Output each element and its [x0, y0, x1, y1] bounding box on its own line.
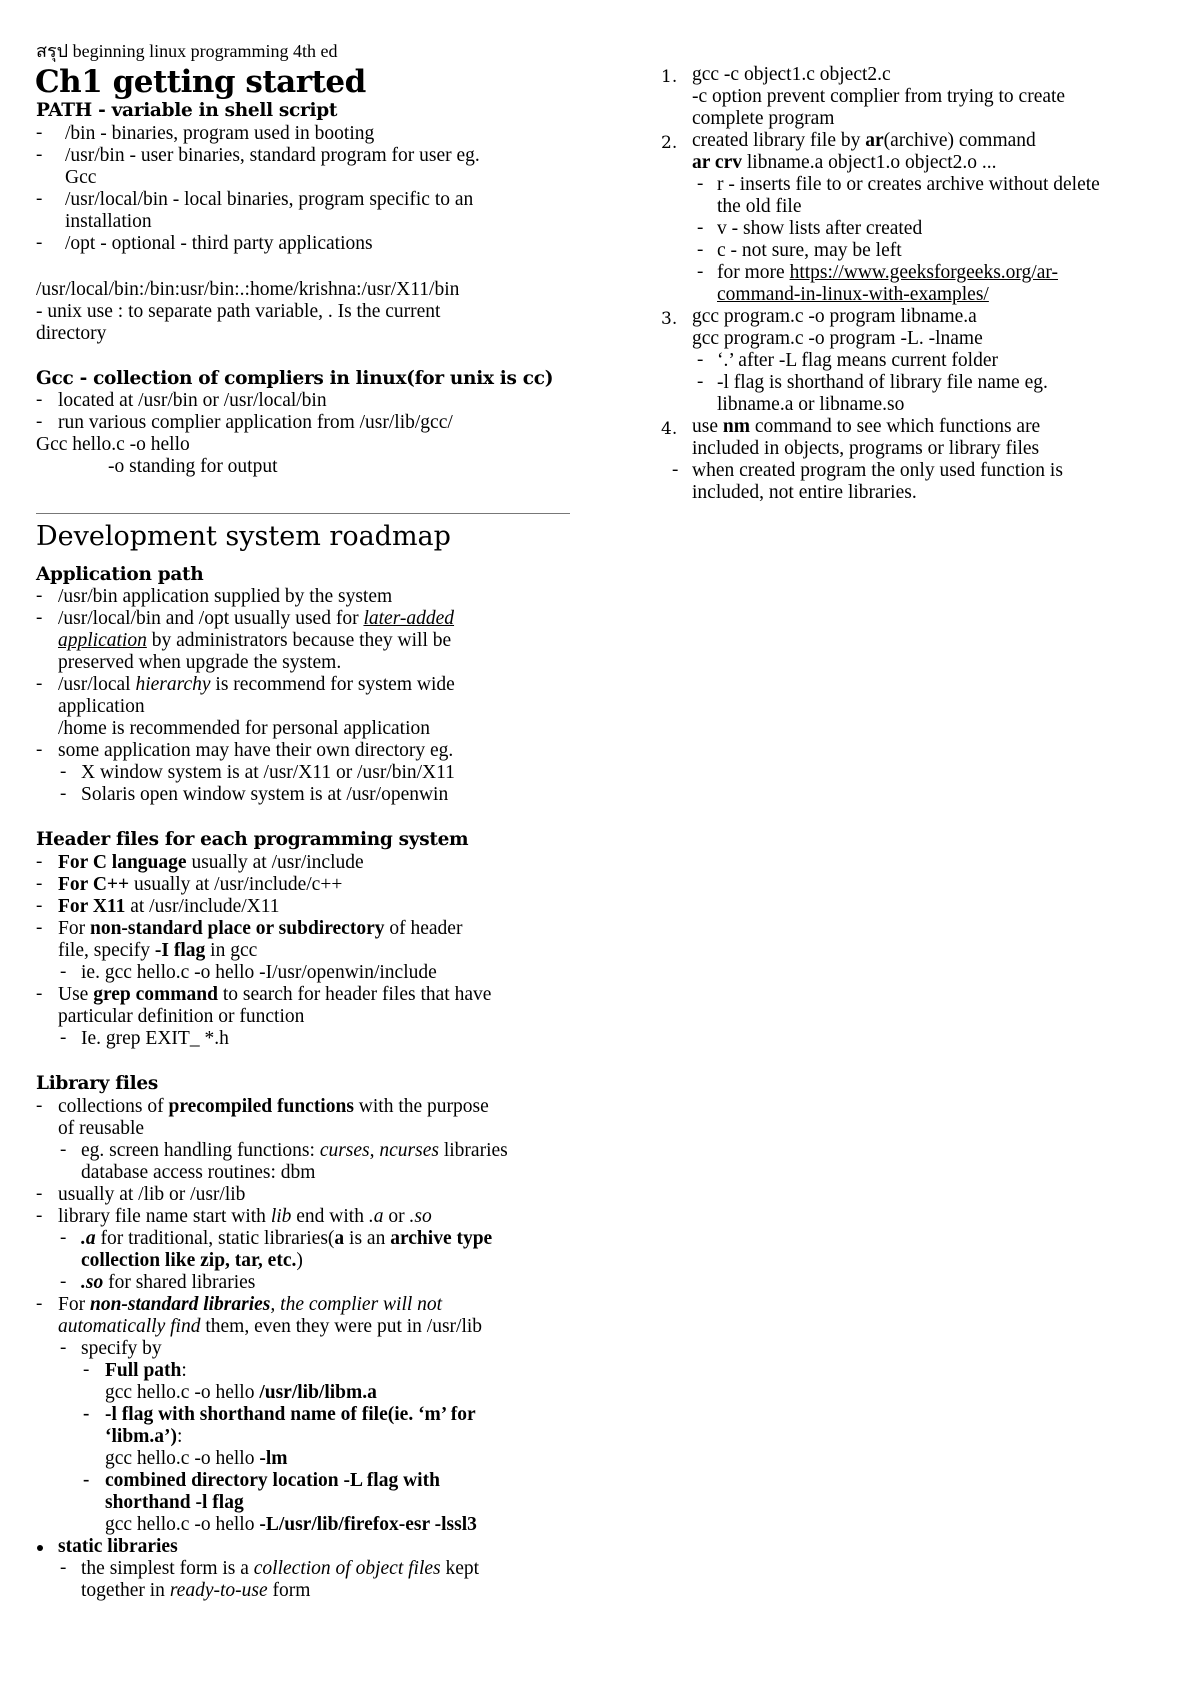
application-path-heading: Application path — [36, 564, 204, 585]
step-line: v - show lists after created — [717, 218, 923, 239]
library-line: gcc hello.c -o hello -L/usr/lib/firefox-esr -lssl3 — [105, 1514, 477, 1535]
bullet-dash: - — [672, 459, 679, 480]
step-line: c - not sure, may be left — [717, 240, 902, 261]
header-line: Ie. grep EXIT_ *.h — [81, 1028, 229, 1049]
app-line: preserved when upgrade the system. — [58, 652, 342, 673]
chapter-title: Ch1 getting started — [35, 64, 366, 100]
bullet-dash: - — [697, 371, 704, 392]
library-line: collections of precompiled functions with the purpose — [58, 1096, 489, 1117]
bullet-dash: - — [83, 1403, 90, 1424]
bullet-dash: - — [697, 261, 704, 282]
bullet-dash: - — [697, 349, 704, 370]
step-line: included, not entire libraries. — [692, 482, 917, 503]
bullet-dash: - — [697, 239, 704, 260]
step-line: ‘.’ after -L flag means current folder — [717, 350, 998, 371]
static-libraries-heading: static libraries — [58, 1536, 178, 1557]
library-line: usually at /lib or /usr/lib — [58, 1184, 246, 1205]
step-line: r - inserts file to or creates archive without delete — [717, 174, 1100, 195]
app-line: /usr/local hierarchy is recommend for system wide — [58, 674, 455, 695]
path-item: installation — [65, 211, 152, 232]
step-number: 4. — [661, 419, 678, 439]
step-line: gcc -c object1.c object2.c — [692, 64, 891, 85]
bullet-dash: - — [36, 983, 43, 1004]
bullet-dash: - — [36, 389, 43, 410]
bullet-dash: - — [60, 961, 67, 982]
library-line: combined directory location -L flag with — [105, 1470, 440, 1491]
library-line: library file name start with lib end with .a or .so — [58, 1206, 432, 1227]
library-line: shorthand -l flag — [105, 1492, 244, 1513]
bullet-dash: - — [36, 188, 43, 209]
bullet-dash: - — [36, 144, 43, 165]
gcc-command: Gcc hello.c -o hello — [36, 434, 190, 455]
app-line: X window system is at /usr/X11 or /usr/bin/X11 — [81, 762, 455, 783]
bullet-dash: - — [36, 1095, 43, 1116]
library-line: specify by — [81, 1338, 162, 1359]
path-note: - unix use : to separate path variable, . Is the current — [36, 301, 441, 322]
path-item: /bin - binaries, program used in booting — [65, 123, 375, 144]
document-subtitle: สรุป beginning linux programming 4th ed — [36, 41, 338, 61]
application-emphasis: application — [58, 630, 147, 651]
step-line: complete program — [692, 108, 835, 129]
section-divider — [36, 513, 570, 514]
library-line: eg. screen handling functions: curses, ncurses libraries — [81, 1140, 508, 1161]
library-line: For non-standard libraries, the complier will not — [58, 1294, 443, 1315]
header-line: For C++ usually at /usr/include/c++ — [58, 874, 343, 895]
bullet-dash: - — [697, 173, 704, 194]
bullet-dash: - — [697, 217, 704, 238]
library-line: gcc hello.c -o hello -lm — [105, 1448, 288, 1469]
bullet-dash: - — [83, 1359, 90, 1380]
bullet-dash: - — [36, 739, 43, 760]
step-number: 2. — [661, 133, 678, 153]
step-line: ar crv libname.a object1.o object2.o ... — [692, 152, 997, 173]
bullet-dash: - — [60, 1271, 67, 1292]
bullet-dash: - — [36, 585, 43, 606]
app-line: /usr/local/bin and /opt usually used for later-added — [58, 608, 455, 629]
bullet-dash: - — [60, 1337, 67, 1358]
bullet-dash: - — [83, 1469, 90, 1490]
bullet-dash: - — [36, 232, 43, 253]
gcc-item: run various complier application from /usr/lib/gcc/ — [58, 412, 453, 433]
header-line: For X11 at /usr/include/X11 — [58, 896, 280, 917]
header-line: particular definition or function — [58, 1006, 305, 1027]
step-line: when created program the only used function is — [692, 460, 1063, 481]
bullet-dash: - — [36, 851, 43, 872]
header-files-heading: Header files for each programming system — [36, 829, 469, 850]
path-item: /opt - optional - third party applications — [65, 233, 373, 254]
bullet-dash: - — [60, 1139, 67, 1160]
header-line: For C language usually at /usr/include — [58, 852, 364, 873]
library-line: of reusable — [58, 1118, 145, 1139]
app-line: /usr/bin application supplied by the system — [58, 586, 393, 607]
path-note: directory — [36, 323, 107, 344]
path-item: /usr/bin - user binaries, standard program for user eg. — [65, 145, 480, 166]
library-line: ‘libm.a’): — [105, 1426, 183, 1447]
library-line: the simplest form is a collection of object files kept — [81, 1558, 480, 1579]
later-added-emphasis: later-added — [363, 608, 455, 629]
header-line: For non-standard place or subdirectory of header — [58, 918, 463, 939]
library-line: collection like zip, tar, etc.) — [81, 1250, 303, 1271]
bullet-dash: - — [36, 1293, 43, 1314]
bullet-dash: - — [36, 1183, 43, 1204]
step-line: for more https://www.geeksforgeeks.org/ar- — [717, 262, 1058, 283]
bullet-dash: - — [36, 895, 43, 916]
gcc-item: located at /usr/bin or /usr/local/bin — [58, 390, 327, 411]
step-line: -c option prevent complier from trying to create — [692, 86, 1066, 107]
app-line: application — [58, 696, 145, 717]
roadmap-heading: Development system roadmap — [36, 521, 451, 552]
step-number: 1. — [661, 67, 678, 87]
bullet-dash: - — [36, 673, 43, 694]
bullet-dash: - — [36, 873, 43, 894]
library-line: -l flag with shorthand name of file(ie. ‘m’ for — [105, 1404, 476, 1425]
bullet-dash: - — [36, 122, 43, 143]
geeksforgeeks-link[interactable]: https://www.geeksforgeeks.org/ar- — [789, 262, 1058, 283]
step-line: gcc program.c -o program -L. -lname — [692, 328, 983, 349]
header-line: Use grep command to search for header files that have — [58, 984, 492, 1005]
gcc-heading: Gcc - collection of compliers in linux(for unix is cc) — [36, 368, 554, 389]
step-line: included in objects, programs or library files — [692, 438, 1040, 459]
geeksforgeeks-link[interactable]: command-in-linux-with-examples/ — [717, 284, 989, 305]
library-line: automatically find them, even they were put in /usr/lib — [58, 1316, 483, 1337]
app-line: Solaris open window system is at /usr/openwin — [81, 784, 449, 805]
gcc-command-note: -o standing for output — [108, 456, 278, 477]
header-line: ie. gcc hello.c -o hello -I/usr/openwin/include — [81, 962, 437, 983]
app-line: some application may have their own directory eg. — [58, 740, 454, 761]
path-item: Gcc — [65, 167, 97, 188]
bullet-dash: - — [60, 1027, 67, 1048]
path-item: /usr/local/bin - local binaries, program specific to an — [65, 189, 474, 210]
header-line: file, specify -I flag in gcc — [58, 940, 258, 961]
library-line: .a for traditional, static libraries(a is an archive type — [81, 1228, 493, 1249]
step-line: created library file by ar(archive) command — [692, 130, 1036, 151]
library-line: Full path: — [105, 1360, 187, 1381]
step-line: gcc program.c -o program libname.a — [692, 306, 977, 327]
step-line: -l flag is shorthand of library file name eg. — [717, 372, 1048, 393]
bullet-dash: - — [36, 607, 43, 628]
bullet-dash: - — [60, 783, 67, 804]
bullet-dash: - — [36, 1205, 43, 1226]
library-line: together in ready-to-use form — [81, 1580, 311, 1601]
library-line: .so for shared libraries — [81, 1272, 256, 1293]
app-line: /home is recommended for personal application — [58, 718, 431, 739]
library-line: database access routines: dbm — [81, 1162, 316, 1183]
step-number: 3. — [661, 309, 678, 329]
library-line: gcc hello.c -o hello /usr/lib/libm.a — [105, 1382, 377, 1403]
bullet-dot-icon — [37, 1545, 43, 1551]
bullet-dash: - — [36, 917, 43, 938]
bullet-dash: - — [60, 1227, 67, 1248]
app-line: application by administrators because they will be — [58, 630, 452, 651]
library-files-heading: Library files — [36, 1073, 158, 1094]
bullet-dash: - — [60, 761, 67, 782]
bullet-dash: - — [60, 1557, 67, 1578]
step-line: libname.a or libname.so — [717, 394, 905, 415]
path-example: /usr/local/bin:/bin:usr/bin:.:home/krishna:/usr/X11/bin — [36, 279, 460, 300]
step-line: the old file — [717, 196, 802, 217]
step-line: use nm command to see which functions are — [692, 416, 1041, 437]
path-heading: PATH - variable in shell script — [36, 100, 338, 121]
bullet-dash: - — [36, 411, 43, 432]
